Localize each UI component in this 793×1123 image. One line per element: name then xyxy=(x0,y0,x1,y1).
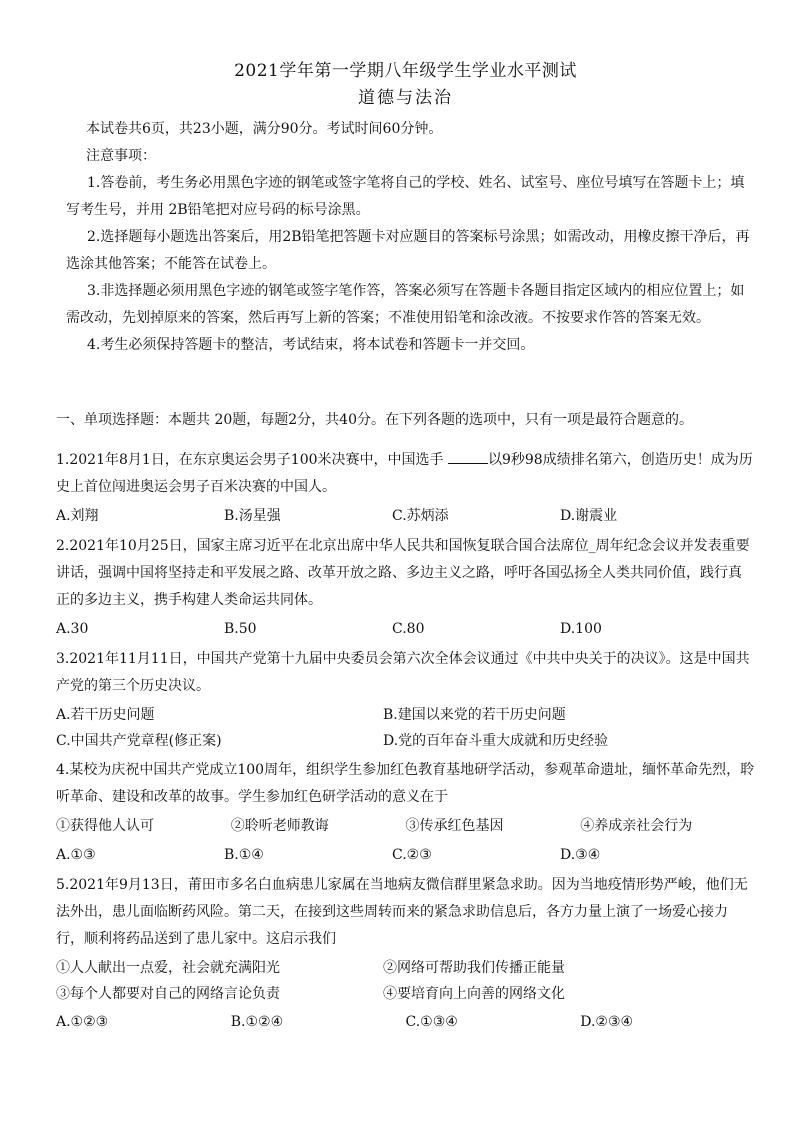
question-5: 5.2021年9月13日，莆田市多名白血病患儿家属在当地病友微信群里紧急求助。因为当地疫情形势严峻，他们无法外出，患儿面临断药风险。第二天，在接到这些周转而来的紧急求助信息后，各方力量上演了一场爱心接力行，顺利将药品送到了患儿家中。这启示我们 xyxy=(56,877,748,947)
statement-1: ①获得他人认可 xyxy=(56,818,154,834)
question-1-stem-b: 以9秒98成绩排名第六，创造历史！成为历史上首位闯进奥运会男子百米决赛的中国人。 xyxy=(56,452,753,495)
question-3-options xyxy=(56,702,755,754)
question-2-options xyxy=(56,616,755,643)
notice-item: 2.选择题每小题选出答案后，用2B铅笔把答题卡对应题目的答案标号涂黑；如需改动，用橡皮擦干净后，再选涂其他答案；不能答在试卷上。 xyxy=(66,229,750,272)
option-a: A.刘翔 xyxy=(56,508,99,524)
option-d: D.100 xyxy=(560,621,602,637)
question-4-items xyxy=(56,813,755,840)
option-b: B.①②④ xyxy=(230,1014,284,1030)
statement-4: ④养成亲社会行为 xyxy=(580,818,693,834)
option-c: C.②③ xyxy=(392,847,432,863)
statement-4: ④要培育向上向善的网络文化 xyxy=(383,986,565,1002)
option-b: B.①④ xyxy=(224,847,264,863)
question-5-items xyxy=(56,955,755,1007)
option-c: C.①③④ xyxy=(405,1014,458,1030)
question-4-options xyxy=(56,842,755,869)
option-a: A.①③ xyxy=(56,847,96,863)
notice-item: 1.答卷前，考生务必用黑色字迹的钢笔或签字笔将自己的学校、姓名、试室号、座位号填写在答题卡上；填写考生号，并用 2B铅笔把对应号码的标号涂黑。 xyxy=(66,175,745,218)
question-1-stem-a: 1.2021年8月1日，在东京奥运会男子100米决赛中，中国选手 xyxy=(56,452,448,468)
notice-item: 3.非选择题必须用黑色字迹的钢笔或签字笔作答，答案必须写在答题卡各题目指定区域内的相应位置上；如需改动，先划掉原来的答案，然后再写上新的答案；不准使用铅笔和涂改液。不按要求作答的答案无效。 xyxy=(66,283,745,326)
statement-2: ②网络可帮助我们传播正能量 xyxy=(383,960,565,976)
exam-subject: 道德与法治 xyxy=(358,88,453,108)
notice-title: 注意事项： xyxy=(86,148,156,164)
question-3: 3.2021年11月11日，中国共产党第十九届中央委员会第六次全体会议通过《中共中央关于的决议》。这是中国共产党的第三个历史决议。 xyxy=(56,651,750,694)
question-4: 4.某校为庆祝中国共产党成立100周年，组织学生参加红色教育基地研学活动，参观革命遗址，缅怀革命先烈，聆听革命、建设和改革的故事。学生参加红色研学活动的意义在于 xyxy=(56,762,755,805)
section-heading: 一、单项选择题：本题共 20题，每题2分，共40分。在下列各题的选项中，只有一项是最符合题意的。 xyxy=(56,412,693,428)
statement-3: ③每个人都要对自己的网络言论负责 xyxy=(56,986,280,1002)
option-b: B.汤星强 xyxy=(224,508,281,524)
option-a: A.①②③ xyxy=(56,1014,109,1030)
option-a: A.若干历史问题 xyxy=(56,707,155,723)
exam-intro: 本试卷共6页，共23小题，满分90分。考试时间60分钟。 xyxy=(86,121,443,137)
question-1-options xyxy=(56,503,755,530)
statement-2: ②聆听老师教诲 xyxy=(230,818,329,834)
option-c: C.苏炳添 xyxy=(392,508,449,524)
option-d: D.谢震业 xyxy=(560,508,618,524)
option-c: C.中国共产党章程(修正案) xyxy=(56,733,222,749)
statement-3: ③传承红色基因 xyxy=(405,818,504,834)
exam-title: 2021学年第一学期八年级学生学业水平测试 xyxy=(234,61,577,81)
option-c: C.80 xyxy=(392,621,425,637)
option-a: A.30 xyxy=(56,621,89,637)
option-b: B.50 xyxy=(224,621,257,637)
answer-blank xyxy=(448,449,488,464)
question-5-options xyxy=(56,1009,755,1036)
option-b: B.建国以来党的若干历史问题 xyxy=(383,707,566,723)
option-d: D.党的百年奋斗重大成就和历史经验 xyxy=(383,733,609,749)
question-1 xyxy=(56,447,755,501)
option-d: D.③④ xyxy=(560,847,601,863)
statement-1: ①人人献出一点爱，社会就充满阳光 xyxy=(56,960,280,976)
notice-item: 4.考生必须保持答题卡的整洁，考试结束，将本试卷和答题卡一并交回。 xyxy=(87,337,535,353)
option-d: D.②③④ xyxy=(580,1014,634,1030)
question-2: 2.2021年10月25日，国家主席习近平在北京出席中华人民共和国恢复联合国合法席位_周年纪念会议并发表重要讲话，强调中国将坚持走和平发展之路、改革开放之路、多边主义之路，呼吁各国弘扬全人类共同价值，践行真正的多边主义，携手构建人类命运共同体。 xyxy=(56,538,750,608)
